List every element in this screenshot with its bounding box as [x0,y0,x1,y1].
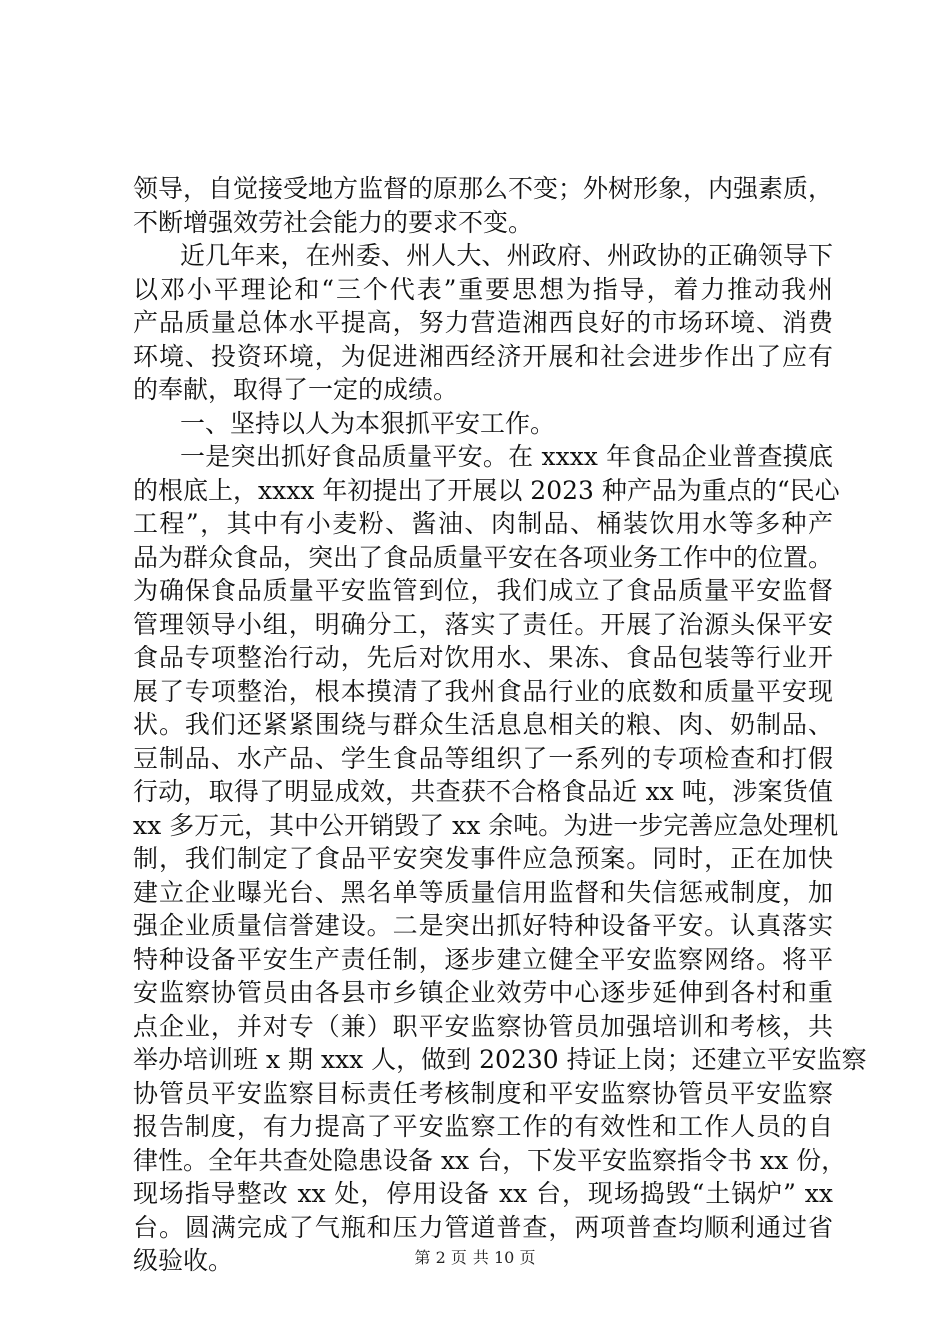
text-line: 的根底上，xxxx 年初提出了开展以 2023 种产品为重点的“民心 [133,475,840,505]
text-line: 环境、投资环境，为促进湘西经济开展和社会进步作出了应有 [133,341,833,371]
text-line: 以邓小平理论和“三个代表”重要思想为指导，着力推动我州 [133,274,833,304]
text-line: 现场指导整改 xx 处，停用设备 xx 台，现场捣毁“土锅炉” xx [133,1179,833,1208]
text-line: 级验收。 [133,1246,234,1275]
text-line: 律性。全年共查处隐患设备 xx 台，下发平安监察指令书 xx 份， [133,1145,847,1175]
text-line: 行动，取得了明显成效，共查获不合格食品近 xx 吨，涉案货值 [133,777,833,806]
text-line: 管理领导小组，明确分工，落实了责任。开展了治源头保平安 [133,609,833,639]
text-line: 强企业质量信誉建设。二是突出抓好特种设备平安。认真落实 [133,911,833,940]
text-line: 建立企业曝光台、黑名单等质量信用监督和失信惩戒制度，加 [133,877,833,907]
text-line: 工程”，其中有小麦粉、酱油、肉制品、桶装饮用水等多种产 [133,509,833,538]
text-line: 举办培训班 x 期 xxx 人，做到 20230 持证上岗；还建立平安监察 [133,1045,867,1074]
text-line: 的奉献，取得了一定的成绩。 [133,375,459,404]
text-line: 一是突出抓好食品质量平安。在 xxxx 年食品企业普查摸底 [180,442,833,471]
text-line: 特种设备平安生产责任制，逐步建立健全平安监察网络。将平 [133,944,833,974]
text-line: 品为群众食品，突出了食品质量平安在各项业务工作中的位置。 [133,542,834,572]
page-footer [0,1245,950,1268]
text-line: 近几年来，在州委、州人大、州政府、州政协的正确领导下 [180,241,833,270]
text-line: 点企业，并对专（兼）职平安监察协管员加强培训和考核，共 [133,1011,833,1041]
text-line: 状。我们还紧紧围绕与群众生活息息相关的粮、肉、奶制品、 [133,710,833,739]
document-body [133,172,867,1278]
text-line: 安监察协管员由各县市乡镇企业效劳中心逐步延伸到各村和重 [133,978,833,1007]
section-heading: 一、坚持以人为本狠抓平安工作。 [180,408,556,438]
text-line: 产品质量总体水平提高，努力营造湘西良好的市场环境、消费 [133,308,833,337]
page-number: 第 2 页 [414,1248,467,1267]
text-line: 领导，自觉接受地方监督的原那么不变；外树形象，内强素质， [133,174,834,203]
page-total: 共 10 页 [472,1248,536,1267]
text-line: 报告制度，有力提高了平安监察工作的有效性和工作人员的自 [133,1112,833,1141]
text-line: 豆制品、水产品、学生食品等组织了一系列的专项检查和打假 [133,743,833,773]
text-line: 为确保食品质量平安监管到位，我们成立了食品质量平安监督 [133,576,833,605]
text-line: xx 多万元，其中公开销毁了 xx 余吨。为进一步完善应急处理机 [133,810,839,840]
text-line: 制，我们制定了食品平安突发事件应急预案。同时，正在加快 [133,844,833,873]
text-line: 展了专项整治，根本摸清了我州食品行业的底数和质量平安现 [133,676,833,706]
text-line: 协管员平安监察目标责任考核制度和平安监察协管员平安监察 [133,1078,833,1108]
text-line: 台。圆满完成了气瓶和压力管道普查，两项普查均顺利通过省 [133,1212,833,1242]
text-line: 食品专项整治行动，先后对饮用水、果冻、食品包装等行业开 [133,643,833,672]
text-line: 不断增强效劳社会能力的要求不变。 [133,207,534,237]
